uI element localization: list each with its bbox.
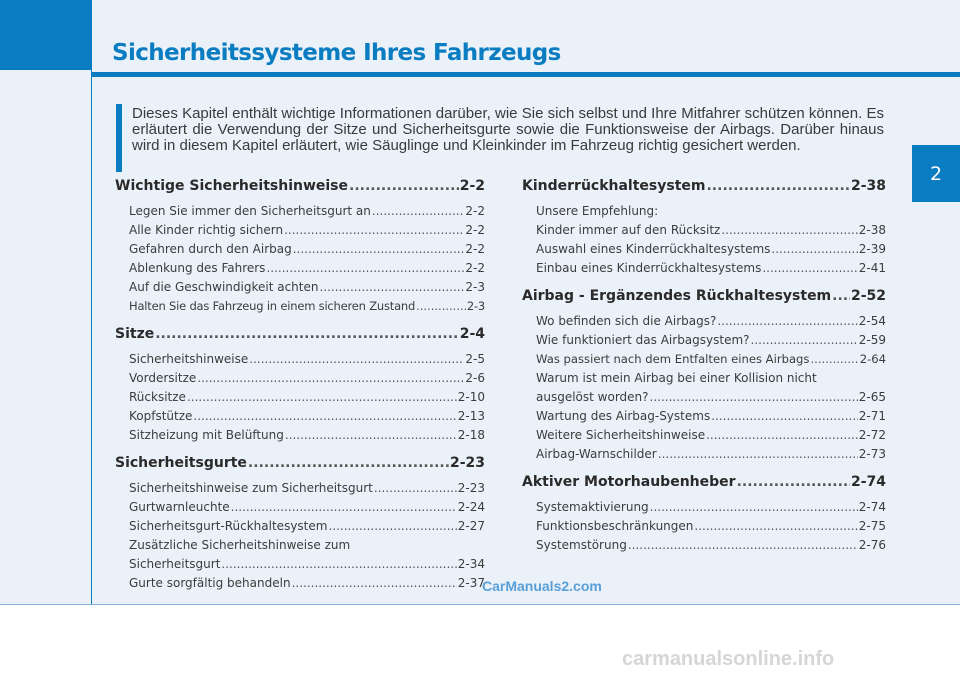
toc-entry[interactable]: Wartung des Airbag-Systems ..... 2-71	[522, 409, 886, 428]
toc-entry[interactable]: Gurtwarnleuchte ..... 2-24	[115, 500, 485, 519]
toc-section-heading[interactable]: Sitze ..... 2-4	[115, 326, 485, 346]
toc-entry[interactable]: Sicherheitshinweise ..... 2-5	[115, 352, 485, 371]
chapter-tab[interactable]: 2	[912, 145, 960, 202]
toc-section-heading[interactable]: Sicherheitsgurte ..... 2-23	[115, 455, 485, 475]
toc-entry[interactable]: Kinder immer auf den Rücksitz ..... 2-38	[522, 223, 886, 242]
toc-entry[interactable]: Weitere Sicherheitshinweise ..... 2-72	[522, 428, 886, 447]
toc-entry[interactable]: Vordersitze ..... 2-6	[115, 371, 485, 390]
toc-entry[interactable]: Legen Sie immer den Sicherheitsgurt an ..... 2-2	[115, 204, 485, 223]
toc-entry[interactable]: Sicherheitsgurt-Rückhaltesystem ..... 2-27	[115, 519, 485, 538]
toc-entry[interactable]: Systemstörung ..... 2-76	[522, 538, 886, 557]
watermark-carmanuals2: CarManuals2.com	[482, 578, 602, 594]
toc-entry[interactable]: Wie funktioniert das Airbagsystem? ..... 2-59	[522, 333, 886, 352]
toc-entry-line1[interactable]: Warum ist mein Airbag bei einer Kollision nicht	[536, 371, 817, 385]
toc-entry[interactable]: Sitzheizung mit Belüftung ..... 2-18	[115, 428, 485, 447]
toc-entry-line1[interactable]: Zusätzliche Sicherheitshinweise zum	[129, 538, 351, 552]
toc-entry[interactable]: Rücksitze ..... 2-10	[115, 390, 485, 409]
toc-entry[interactable]: ausgelöst worden? ..... 2-65	[522, 390, 886, 409]
toc-entry[interactable]: Airbag-Warnschilder ..... 2-73	[522, 447, 886, 466]
toc-entry[interactable]: Wo befinden sich die Airbags? ..... 2-54	[522, 314, 886, 333]
toc-section-heading[interactable]: Aktiver Motorhaubenheber ..... 2-74	[522, 474, 886, 494]
page-bottom-rule	[0, 604, 960, 605]
toc-entry[interactable]: Alle Kinder richtig sichern ..... 2-2	[115, 223, 485, 242]
toc-entry[interactable]: Ablenkung des Fahrers ..... 2-2	[115, 261, 485, 280]
header-color-block	[0, 0, 92, 70]
toc-entry[interactable]: Kopfstütze ..... 2-13	[115, 409, 485, 428]
toc-section-heading[interactable]: Kinderrückhaltesystem ..... 2-38	[522, 178, 886, 198]
left-margin-rule	[91, 70, 92, 604]
toc-column-left	[115, 178, 485, 595]
toc-entry-line1[interactable]: Unsere Empfehlung:	[536, 204, 659, 218]
toc-entry[interactable]: Sicherheitsgurt ..... 2-34	[115, 557, 485, 576]
toc-entry[interactable]: Systemaktivierung ..... 2-74	[522, 500, 886, 519]
toc-entry[interactable]: Gefahren durch den Airbag ..... 2-2	[115, 242, 485, 261]
toc-entry[interactable]: Sicherheitshinweise zum Sicherheitsgurt ..... 2-23	[115, 481, 485, 500]
title-underline	[92, 72, 960, 77]
toc-entry[interactable]: Gurte sorgfältig behandeln ..... 2-37	[115, 576, 485, 595]
toc-section-heading[interactable]: Wichtige Sicherheitshinweise ..... 2-2	[115, 178, 485, 198]
footer-watermark: carmanualsonline.info	[622, 648, 835, 670]
intro-accent-bar	[116, 104, 122, 172]
toc-column-right	[522, 178, 886, 557]
toc-section-heading[interactable]: Airbag - Ergänzendes Rückhaltesystem ..... 2-52	[522, 288, 886, 308]
page-title: Sicherheitssysteme Ihres Fahrzeugs	[112, 40, 561, 66]
toc-entry[interactable]: Einbau eines Kinderrückhaltesystems ..... 2-41	[522, 261, 886, 280]
toc-entry[interactable]: Halten Sie das Fahrzeug in einem sicheren Zustand ..... 2-3	[115, 299, 485, 318]
intro-paragraph: Dieses Kapitel enthält wichtige Informationen darüber, wie Sie sich selbst und Ihre Mitfahrer schützen können. Es erläutert die Verwendung der Sitze und Sicherheitsgurte sowie die Funktionsweise der Airbags. Darüber hinaus wird in diesem Kapitel erläutert, wie Säuglinge und Kleinkinder im Fahrzeug richtig gesichert werden.	[132, 105, 884, 154]
toc-entry[interactable]: Auf die Geschwindigkeit achten ..... 2-3	[115, 280, 485, 299]
toc-entry[interactable]: Auswahl eines Kinderrückhaltesystems ..... 2-39	[522, 242, 886, 261]
toc-entry[interactable]: Was passiert nach dem Entfalten eines Airbags ..... 2-64	[522, 352, 886, 371]
toc-entry[interactable]: Funktionsbeschränkungen ..... 2-75	[522, 519, 886, 538]
